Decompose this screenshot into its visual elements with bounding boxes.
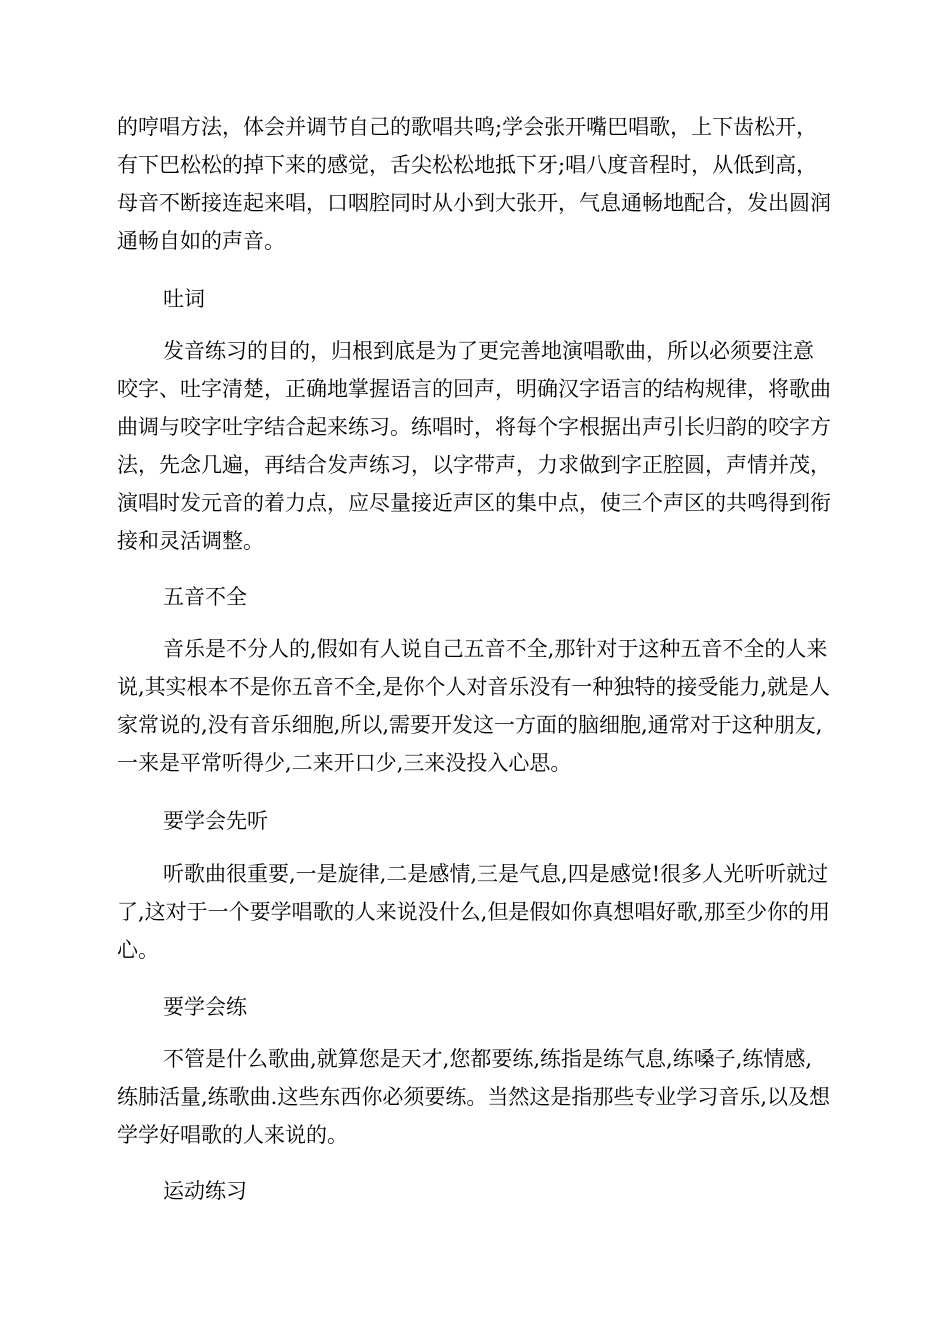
paragraph-humming-method: 的哼唱方法，体会并调节自己的歌唱共鸣;学会张开嘴巴唱歌，上下齿松开，有下巴松松的掉下来的感觉，舌尖松松地抵下牙;唱八度音程时，从低到高，母音不断接连起来唱，口咽腔同时从小到大张开，气息通畅地配合，发出圆润通畅自如的声音。 xyxy=(117,115,831,253)
heading-articulation: 吐词 xyxy=(163,287,205,311)
paragraph-listen-first: 听歌曲很重要,一是旋律,二是感情,三是气息,四是感觉!很多人光听听就过了,这对于一个要学唱歌的人来说没什么,但是假如你真想唱好歌,那至少你的用心。 xyxy=(117,862,831,962)
paragraph-articulation: 发音练习的目的，归根到底是为了更完善地演唱歌曲，所以必须要注意咬字、吐字清楚，正确地掌握语言的回声，明确汉字语言的结构规律，将歌曲曲调与咬字吐字结合起来练习。练唱时，将每个字根据出声引长归韵的咬字方法，先念几遍，再结合发声练习，以字带声，力求做到字正腔圆，声情并茂，演唱时发元音的着力点，应尽量接近声区的集中点，使三个声区的共鸣得到衔接和灵活调整。 xyxy=(117,339,831,553)
heading-listen-first: 要学会先听 xyxy=(163,809,268,833)
paragraph-tone-deaf: 音乐是不分人的,假如有人说自己五音不全,那针对于这种五音不全的人来说,其实根本不是你五音不全,是你个人对音乐没有一种独特的接受能力,就是人家常说的,没有音乐细胞,所以,需要开发这一方面的脑细胞,通常对于这种朋友,一来是平常听得少,二来开口少,三来没投入心思。 xyxy=(117,637,831,775)
paragraph-practice: 不管是什么歌曲,就算您是天才,您都要练,练指是练气息,练嗓子,练情感,练肺活量,练歌曲.这些东西你必须要练。当然这是指那些专业学习音乐,以及想学学好唱歌的人来说的。 xyxy=(117,1047,831,1147)
heading-tone-deaf: 五音不全 xyxy=(163,585,247,609)
heading-practice: 要学会练 xyxy=(163,995,247,1019)
heading-exercise: 运动练习 xyxy=(163,1179,247,1203)
